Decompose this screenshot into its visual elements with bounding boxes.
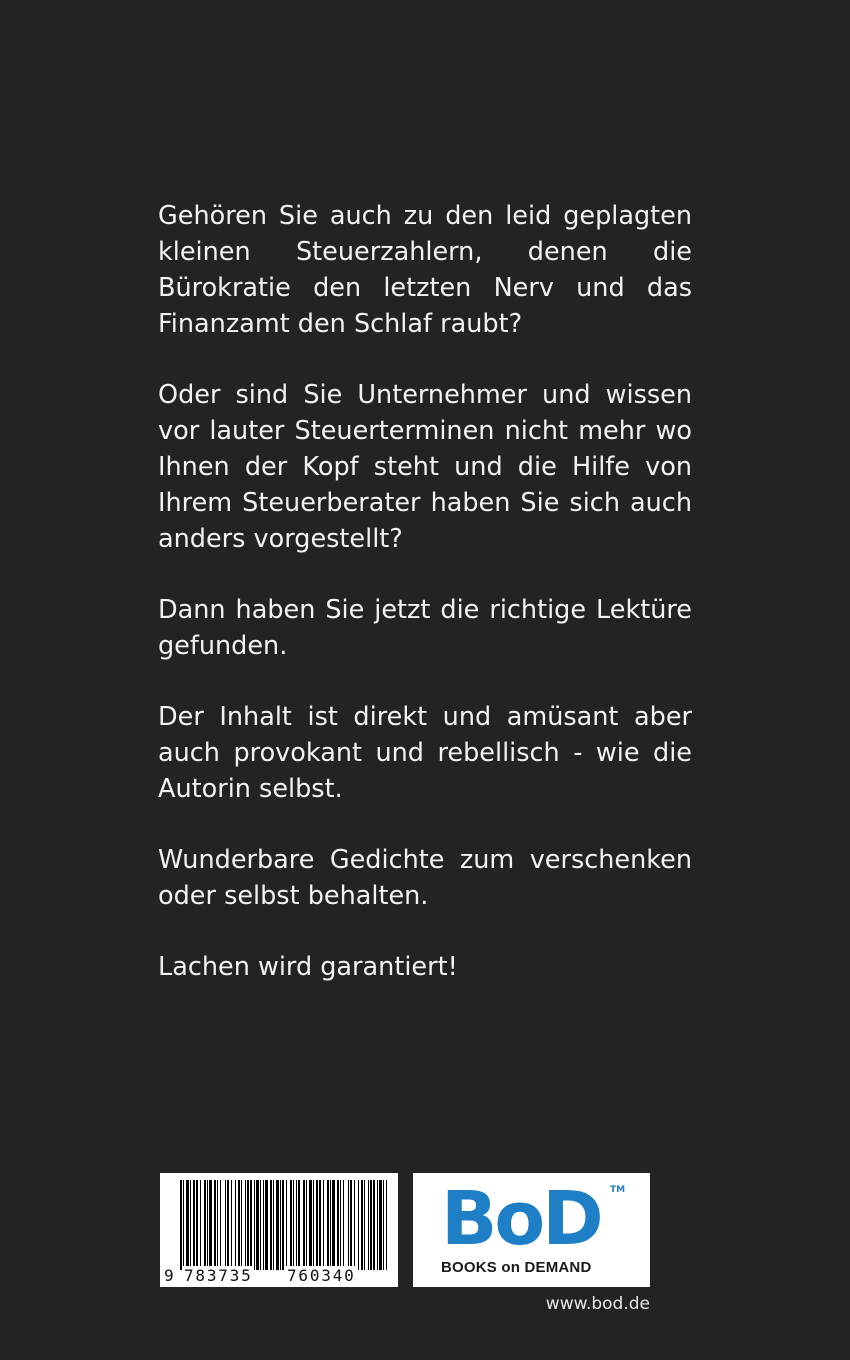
barcode-bar (303, 1180, 305, 1270)
bod-logo-text: BoD (441, 1176, 601, 1262)
barcode-bar (332, 1180, 335, 1270)
barcode-bar (377, 1180, 378, 1270)
barcode-bar (263, 1180, 264, 1270)
barcode-bar (354, 1180, 355, 1270)
barcode-bars (180, 1180, 388, 1270)
barcode-bar (235, 1180, 236, 1270)
publisher-logo (413, 1173, 650, 1287)
barcode-bar (217, 1180, 218, 1270)
barcode-bar (323, 1180, 324, 1270)
barcode-bar (196, 1180, 198, 1270)
barcode-bar (343, 1180, 344, 1270)
barcode-bar (180, 1180, 182, 1270)
barcode-first-digit: 9 (164, 1266, 174, 1285)
barcode-bar (227, 1180, 229, 1270)
barcode-left-digits: 783735 (184, 1266, 253, 1285)
barcode-bar (193, 1180, 195, 1270)
barcode-bar (327, 1180, 329, 1270)
barcode-bar (368, 1180, 369, 1270)
blurb-text (158, 198, 692, 1020)
barcode-bar (306, 1180, 307, 1270)
barcode-bar (290, 1180, 292, 1270)
barcode-bar (183, 1180, 184, 1270)
blurb-paragraph: Der Inhalt ist direkt und amüsant aber auch provokant und rebellisch - wie die Autorin selbst. (158, 702, 692, 804)
barcode-bar (379, 1180, 382, 1270)
blurb-paragraph: Dann haben Sie jetzt die richtige Lektüre gefunden. (158, 595, 692, 661)
barcode-bar (225, 1180, 226, 1270)
barcode-bar (270, 1180, 272, 1270)
barcode-bar (220, 1180, 221, 1270)
barcode-bar (298, 1180, 300, 1270)
barcode-bar (254, 1180, 255, 1270)
blurb-paragraph: Wunderbare Gedichte zum verschenken oder selbst behalten. (158, 845, 692, 911)
barcode-bar (370, 1180, 372, 1270)
barcode-bar (361, 1180, 363, 1270)
barcode-bar (313, 1180, 314, 1270)
barcode-bar (245, 1180, 246, 1270)
barcode-bar (207, 1180, 208, 1270)
barcode-bar (247, 1180, 249, 1270)
barcode-bar (373, 1180, 375, 1270)
barcode-bar (309, 1180, 312, 1270)
barcode-bar (231, 1180, 232, 1270)
barcode-bar (273, 1180, 274, 1270)
barcode-bar (280, 1180, 281, 1270)
barcode-bar (190, 1180, 191, 1270)
barcode-bar (209, 1180, 212, 1270)
barcode-bar (348, 1180, 349, 1270)
barcode-bar (238, 1180, 240, 1270)
barcode-bar (282, 1180, 284, 1270)
barcode-bar (276, 1180, 279, 1270)
barcode-bar (260, 1180, 261, 1270)
barcode-bar (204, 1180, 206, 1270)
barcode-bar (340, 1180, 341, 1270)
trademark-mark: TM (610, 1185, 626, 1195)
isbn-barcode (160, 1173, 398, 1287)
blurb-paragraph: Oder sind Sie Unternehmer und wissen vor lauter Steuerterminen nicht mehr wo Ihnen der Kopf steht und die Hilfe von Ihrem Steuerberater haben Sie sich auch anders vorgestellt? (158, 380, 692, 554)
publisher-tagline: BOOKS on DEMAND (441, 1259, 592, 1276)
barcode-bar (386, 1180, 387, 1270)
barcode-bar (364, 1180, 365, 1270)
blurb-paragraph: Lachen wird garantiert! (158, 952, 458, 982)
barcode-bar (350, 1180, 352, 1270)
barcode-digits (160, 1265, 398, 1285)
barcode-bar (214, 1180, 216, 1270)
publisher-website: www.bod.de (545, 1294, 650, 1314)
barcode-right-digits: 760340 (287, 1266, 356, 1285)
barcode-bar (200, 1180, 201, 1270)
barcode-bar (296, 1180, 297, 1270)
barcode-bar (186, 1180, 189, 1270)
barcode-bar (383, 1180, 384, 1270)
barcode-bar (241, 1180, 242, 1270)
barcode-bar (358, 1180, 359, 1270)
barcode-bar (265, 1180, 268, 1270)
barcode-bar (250, 1180, 252, 1270)
barcode-bar (316, 1180, 318, 1270)
barcode-bar (286, 1180, 287, 1270)
barcode-bar (337, 1180, 339, 1270)
barcode-bar (319, 1180, 321, 1270)
barcode-bar (293, 1180, 294, 1270)
barcode-bar (256, 1180, 259, 1270)
barcode-bar (330, 1180, 331, 1270)
blurb-paragraph: Gehören Sie auch zu den leid geplagten kleinen Steuerzahlern, denen die Bürokratie den letzten Nerv und das Finanzamt den Schlaf raubt? (158, 201, 692, 339)
